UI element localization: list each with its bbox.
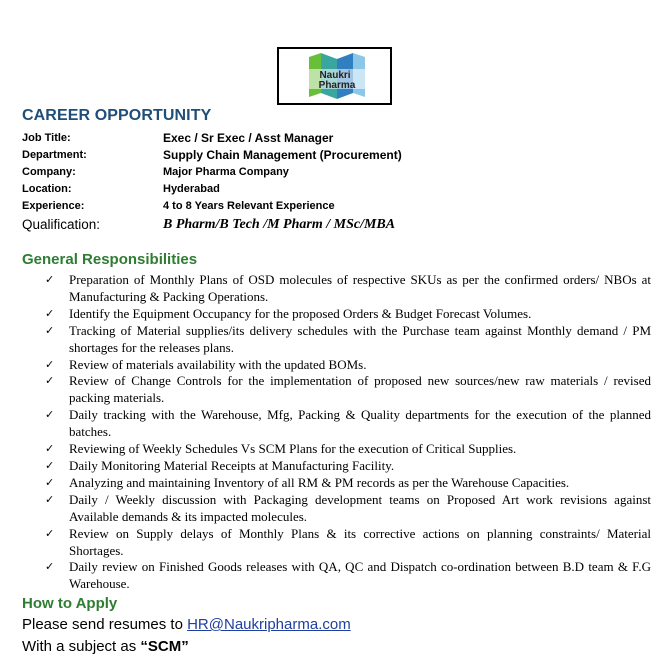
list-item xyxy=(45,407,651,441)
checkmark-icon: ✓ xyxy=(45,526,55,540)
apply-subject xyxy=(22,638,189,655)
list-item xyxy=(45,526,651,560)
field-value: 4 to 8 Years Relevant Experience xyxy=(163,200,335,212)
field-value: Supply Chain Management (Procurement) xyxy=(163,148,402,162)
list-item xyxy=(45,373,651,407)
list-item xyxy=(45,492,651,526)
list-item-text: Daily tracking with the Warehouse, Mfg, Packing & Quality departments for the execution of the planned batches. xyxy=(69,407,651,440)
how-to-apply-heading: How to Apply xyxy=(22,595,118,612)
responsibilities-heading: General Responsibilities xyxy=(22,251,198,268)
job-details xyxy=(22,131,642,238)
checkmark-icon: ✓ xyxy=(45,408,55,422)
field-company xyxy=(22,165,642,182)
list-item xyxy=(45,458,651,475)
field-job-title xyxy=(22,131,642,148)
page-title: CAREER OPPORTUNITY xyxy=(22,107,212,124)
field-label: Job Title: xyxy=(22,132,71,144)
list-item xyxy=(45,272,651,306)
company-logo xyxy=(277,47,392,105)
apply-line2-text: With a subject as xyxy=(22,638,137,655)
field-value: Major Pharma Company xyxy=(163,166,289,178)
list-item xyxy=(45,475,651,492)
list-item xyxy=(45,441,651,458)
checkmark-icon: ✓ xyxy=(45,492,55,506)
checkmark-icon: ✓ xyxy=(45,442,55,456)
list-item-text: Daily Monitoring Material Receipts at Manufacturing Facility. xyxy=(69,457,395,473)
checkmark-icon: ✓ xyxy=(45,560,55,574)
field-value: B Pharm/B Tech /M Pharm / MSc/MBA xyxy=(163,217,396,232)
field-value: Hyderabad xyxy=(163,183,220,195)
list-item xyxy=(45,357,651,374)
list-item-text: Review on Supply delays of Monthly Plans & its corrective actions on planning constraints/ Material Shortages. xyxy=(69,525,651,558)
list-item-text: Reviewing of Weekly Schedules Vs SCM Plans for the execution of Critical Supplies. xyxy=(69,441,517,457)
checkmark-icon: ✓ xyxy=(45,475,55,489)
subject-code: “SCM” xyxy=(140,638,189,655)
checkmark-icon: ✓ xyxy=(45,458,55,472)
list-item xyxy=(45,559,651,593)
logo-text-line2: Pharma xyxy=(318,80,356,91)
list-item-text: Tracking of Material supplies/its delivery schedules with the Purchase team against Monthly demand / PM shortages for the releases plans. xyxy=(69,322,651,355)
checkmark-icon: ✓ xyxy=(45,323,55,337)
field-experience xyxy=(22,199,642,216)
checkmark-icon: ✓ xyxy=(45,273,55,286)
logo-text-line1: Naukri xyxy=(319,70,351,81)
list-item-text: Analyzing and maintaining Inventory of all RM & PM records as per the Warehouse Capacities. xyxy=(69,474,570,490)
checkmark-icon: ✓ xyxy=(45,374,55,388)
field-value: Exec / Sr Exec / Asst Manager xyxy=(163,131,334,145)
field-label: Company: xyxy=(22,166,76,178)
list-item-text: Daily review on Finished Goods releases with QA, QC and Dispatch co-ordination between B.D team & F.G Warehouse. xyxy=(69,559,651,592)
list-item-text: Review of materials availability with the updated BOMs. xyxy=(69,356,367,372)
responsibilities-list xyxy=(45,272,651,593)
checkmark-icon: ✓ xyxy=(45,357,55,371)
field-label: Department: xyxy=(22,149,87,161)
list-item-text: Preparation of Monthly Plans of OSD molecules of respective SKUs as per the confirmed orders/ NBOs at Manufacturing & Packing Operations. xyxy=(69,272,651,304)
field-department xyxy=(22,148,642,165)
list-item-text: Review of Change Controls for the implementation of proposed new sources/new raw materials / revised packing materials. xyxy=(69,373,651,406)
field-label: Experience: xyxy=(22,200,85,212)
checkmark-icon: ✓ xyxy=(45,306,55,320)
apply-line1-text: Please send resumes to xyxy=(22,616,183,633)
email-link[interactable]: HR@Naukripharma.com xyxy=(187,616,351,633)
field-label: Location: xyxy=(22,183,72,195)
list-item-text: Daily / Weekly discussion with Packaging development teams on Proposed Art work revisions against Available demands & its impacted molecules. xyxy=(69,491,651,524)
apply-instructions xyxy=(22,616,351,633)
list-item-text: Identify the Equipment Occupancy for the proposed Orders & Budget Forecast Volumes. xyxy=(69,305,532,321)
field-qualification xyxy=(22,216,642,238)
field-label: Qualification: xyxy=(22,217,101,232)
list-item xyxy=(45,323,651,357)
list-item xyxy=(45,306,651,323)
field-location xyxy=(22,182,642,199)
